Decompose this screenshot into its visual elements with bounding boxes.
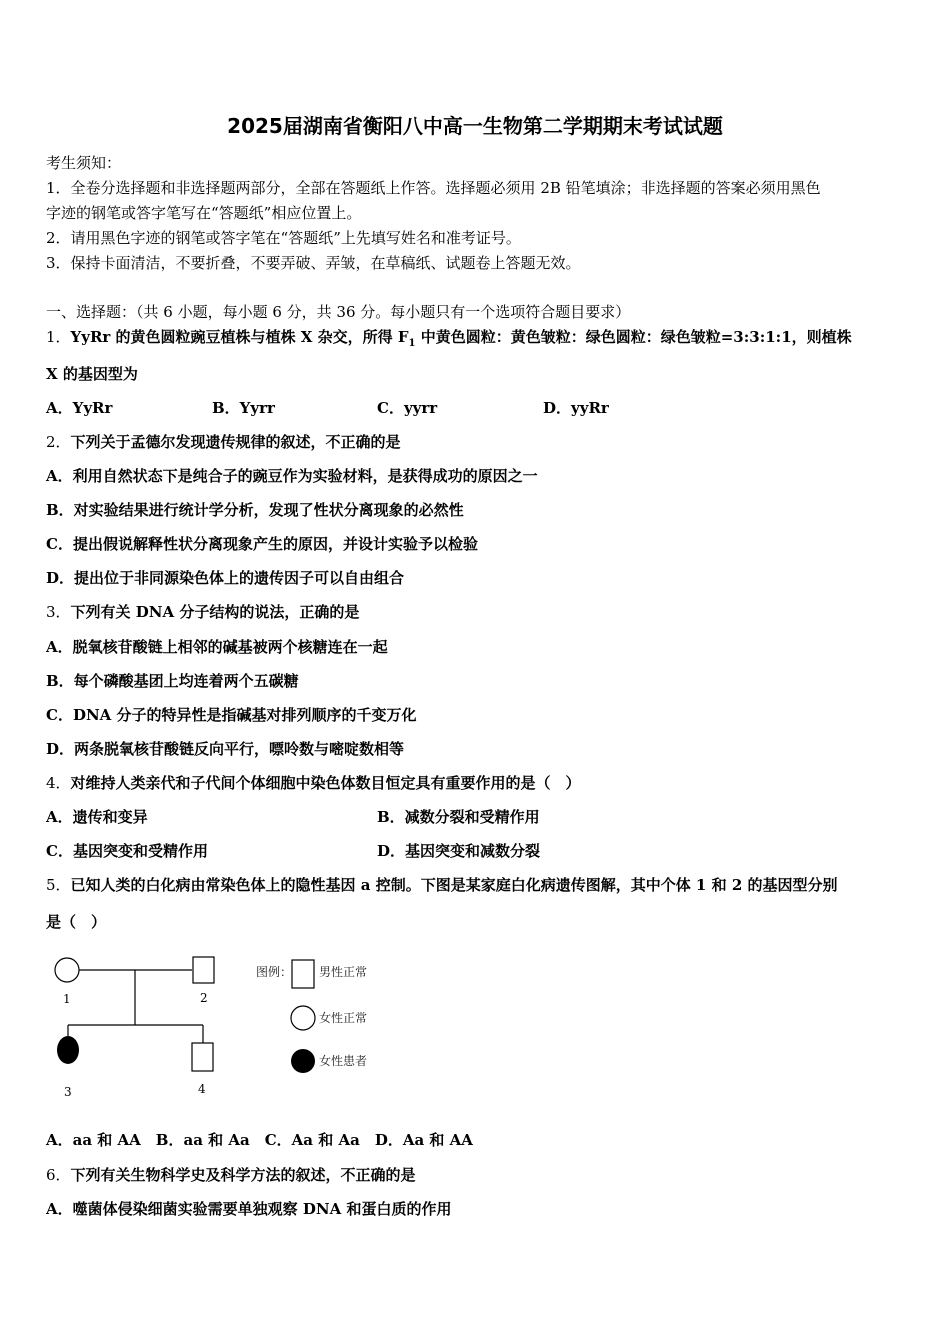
- individual-3-affected-female: [57, 1036, 79, 1064]
- question-3-option-b: B．每个磷酸基团上均连着两个五碳糖: [46, 672, 299, 690]
- legend-affected-symbol: [291, 1049, 315, 1073]
- question-1-stem: [46, 327, 852, 354]
- page-title: 2025届湖南省衡阳八中高一生物第二学期期末考试试题: [227, 114, 723, 138]
- legend-male-label: 男性正常: [319, 965, 368, 979]
- question-1-text-b: 中黄色圆粒：黄色皱粒：绿色圆粒：绿色皱粒=3:3:1:1，则植株: [415, 328, 852, 346]
- question-6-option-a: A．噬菌体侵染细菌实验需要单独观察 DNA 和蛋白质的作用: [46, 1200, 452, 1218]
- question-2-option-b: B．对实验结果进行统计学分析，发现了性状分离现象的必然性: [46, 501, 464, 519]
- question-3-stem: [46, 602, 359, 622]
- question-2-text: 下列关于孟德尔发现遗传规律的叙述，不正确的是: [70, 433, 401, 451]
- question-2-option-c: C．提出假说解释性状分离现象产生的原因，并设计实验予以检验: [46, 535, 478, 553]
- notice-item-1-line-1: 1．全卷分选择题和非选择题两部分，全部在答题纸上作答。选择题必须用 2B 铅笔填涂；非选择题的答案必须用黑色: [46, 179, 821, 197]
- question-number: 6．: [46, 1166, 71, 1184]
- question-1-option-d: D．yyRr: [543, 399, 609, 417]
- question-4-option-c: C．基因突变和受精作用: [46, 842, 208, 860]
- notice-item-3: 3．保持卡面清洁，不要折叠，不要弄破、弄皱，在草稿纸、试题卷上答题无效。: [46, 254, 581, 272]
- question-4-text: 对维持人类亲代和子代间个体细胞中染色体数目恒定具有重要作用的是（ ）: [70, 774, 581, 792]
- legend-title: 图例：: [256, 965, 293, 979]
- individual-1-normal-female: [55, 958, 79, 982]
- question-3-option-c: C．DNA 分子的特异性是指碱基对排列顺序的千变万化: [46, 706, 417, 724]
- question-3-option-a: A．脱氧核苷酸链上相邻的碱基被两个核糖连在一起: [46, 638, 388, 656]
- question-6-text: 下列有关生物科学史及科学方法的叙述，不正确的是: [70, 1166, 416, 1184]
- question-number: 4．: [46, 774, 71, 792]
- question-5-options: A．aa 和 AA B．aa 和 Aa C．Aa 和 Aa D．Aa 和 AA: [46, 1131, 473, 1149]
- question-4-stem: [46, 773, 581, 793]
- question-3-option-d: D．两条脱氧核苷酸链反向平行，嘌呤数与嘧啶数相等: [46, 740, 405, 758]
- question-number: 5．: [46, 876, 71, 894]
- question-2-option-a: A．利用自然状态下是纯合子的豌豆作为实验材料，是获得成功的原因之一: [46, 467, 538, 485]
- label-3: 3: [64, 1085, 72, 1099]
- question-number: 2．: [46, 433, 71, 451]
- question-1-text-a: YyRr 的黄色圆粒豌豆植株与植株 X 杂交，所得 F: [70, 328, 409, 346]
- question-1-text: [70, 328, 852, 349]
- legend-female-symbol: [291, 1006, 315, 1030]
- question-1-subscript: 1: [408, 338, 416, 349]
- question-5-stem-line-2: 是（ ）: [46, 913, 107, 931]
- individual-2-normal-male: [193, 957, 214, 983]
- question-1-option-c: C．yyrr: [377, 399, 438, 417]
- question-number: 3．: [46, 603, 71, 621]
- question-4-option-b: B．减数分裂和受精作用: [377, 808, 540, 826]
- question-5-stem: [46, 875, 837, 895]
- label-4: 4: [198, 1082, 206, 1096]
- individual-4-normal-male: [192, 1043, 213, 1071]
- question-4-option-a: A．遗传和变异: [46, 808, 148, 826]
- label-1: 1: [63, 992, 71, 1006]
- label-2: 2: [200, 991, 208, 1005]
- question-2-option-d: D．提出位于非同源染色体上的遗传因子可以自由组合: [46, 569, 405, 587]
- question-5-text: 已知人类的白化病由常染色体上的隐性基因 a 控制。下图是某家庭白化病遗传图解，其中个体 1 和 2 的基因型分别: [70, 876, 838, 894]
- legend-affected-label: 女性患者: [319, 1054, 368, 1068]
- question-1-stem-line-2: X 的基因型为: [46, 365, 138, 383]
- question-1-option-b: B．Yyrr: [212, 399, 275, 417]
- notice-heading: 考生须知：: [46, 154, 122, 172]
- section-heading: 一、选择题：（共 6 小题，每小题 6 分，共 36 分。每小题只有一个选项符合题目要求）: [46, 303, 631, 321]
- question-3-text: 下列有关 DNA 分子结构的说法，正确的是: [70, 603, 360, 621]
- question-4-option-d: D．基因突变和减数分裂: [377, 842, 541, 860]
- question-number: 1．: [46, 328, 71, 346]
- notice-item-2: 2．请用黑色字迹的钢笔或答字笔在“答题纸”上先填写姓名和准考证号。: [46, 229, 521, 247]
- question-6-stem: [46, 1165, 416, 1185]
- legend-female-label: 女性正常: [319, 1011, 368, 1025]
- legend-male-symbol: [292, 960, 314, 988]
- question-1-option-a: A．YyRr: [46, 399, 113, 417]
- notice-item-1-line-2: 字迹的钢笔或答字笔写在“答题纸”相应位置上。: [46, 204, 362, 222]
- question-2-stem: [46, 432, 401, 452]
- pedigree-figure: [46, 948, 386, 1108]
